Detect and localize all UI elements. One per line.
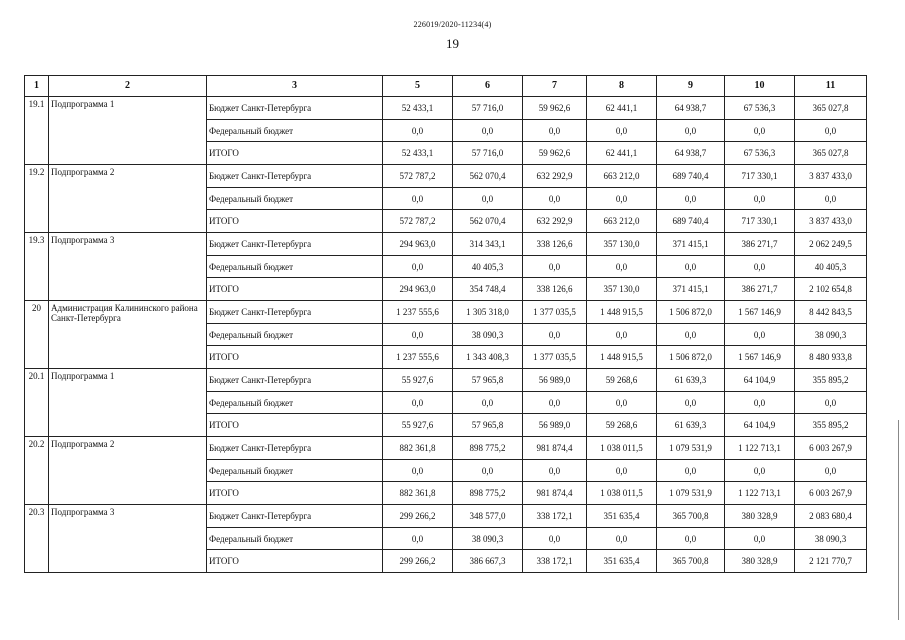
amount-cell: 386 667,3 [453,550,523,573]
amount-cell: 351 635,4 [587,550,657,573]
document-id: 226019/2020-11234(4) [413,20,492,29]
column-header: 1 [25,76,49,97]
amount-cell: 0,0 [725,460,795,482]
funding-source: Федеральный бюджет [207,256,383,278]
funding-source: ИТОГО [207,482,383,505]
funding-source: ИТОГО [207,278,383,301]
amount-cell: 0,0 [725,188,795,210]
amount-cell: 0,0 [523,460,587,482]
amount-cell: 0,0 [523,324,587,346]
amount-cell: 299 266,2 [383,505,453,528]
amount-cell: 0,0 [657,528,725,550]
row-code: 19.3 [25,233,49,301]
amount-cell: 0,0 [587,528,657,550]
funding-source: Бюджет Санкт-Петербурга [207,437,383,460]
amount-cell: 380 328,9 [725,505,795,528]
amount-cell: 2 062 249,5 [795,233,867,256]
amount-cell: 338 126,6 [523,278,587,301]
table-body [25,97,867,573]
funding-source: Бюджет Санкт-Петербурга [207,301,383,324]
amount-cell: 0,0 [795,460,867,482]
table-row [25,437,867,460]
amount-cell: 52 433,1 [383,142,453,165]
funding-source: Федеральный бюджет [207,120,383,142]
amount-cell: 0,0 [523,392,587,414]
funding-source: Федеральный бюджет [207,460,383,482]
table-row [25,301,867,324]
funding-source: Бюджет Санкт-Петербурга [207,97,383,120]
funding-source: Федеральный бюджет [207,324,383,346]
table-row [25,97,867,120]
row-program-name: Подпрограмма 1 [49,97,207,165]
amount-cell: 3 837 433,0 [795,210,867,233]
amount-cell: 64 938,7 [657,97,725,120]
amount-cell: 38 090,3 [795,324,867,346]
amount-cell: 572 787,2 [383,210,453,233]
amount-cell: 380 328,9 [725,550,795,573]
amount-cell: 59 268,6 [587,369,657,392]
amount-cell: 0,0 [587,188,657,210]
amount-cell: 64 104,9 [725,369,795,392]
funding-source: ИТОГО [207,414,383,437]
funding-source: Бюджет Санкт-Петербурга [207,165,383,188]
amount-cell: 882 361,8 [383,437,453,460]
amount-cell: 0,0 [795,120,867,142]
amount-cell: 38 090,3 [795,528,867,550]
amount-cell: 0,0 [657,392,725,414]
amount-cell: 898 775,2 [453,437,523,460]
amount-cell: 1 305 318,0 [453,301,523,324]
amount-cell: 1 079 531,9 [657,437,725,460]
amount-cell: 0,0 [657,188,725,210]
amount-cell: 40 405,3 [453,256,523,278]
amount-cell: 348 577,0 [453,505,523,528]
amount-cell: 59 962,6 [523,97,587,120]
amount-cell: 0,0 [725,324,795,346]
amount-cell: 38 090,3 [453,528,523,550]
amount-cell: 0,0 [453,392,523,414]
amount-cell: 882 361,8 [383,482,453,505]
column-header: 9 [657,76,725,97]
amount-cell: 55 927,6 [383,369,453,392]
amount-cell: 55 927,6 [383,414,453,437]
amount-cell: 1 237 555,6 [383,301,453,324]
row-program-name: Администрация Калининского района Санкт-Петербурга [49,301,207,369]
amount-cell: 0,0 [383,188,453,210]
amount-cell: 64 104,9 [725,414,795,437]
amount-cell: 8 480 933,8 [795,346,867,369]
amount-cell: 338 172,1 [523,505,587,528]
funding-source: Федеральный бюджет [207,392,383,414]
amount-cell: 62 441,1 [587,97,657,120]
column-header: 2 [49,76,207,97]
funding-source: ИТОГО [207,346,383,369]
amount-cell: 1 506 872,0 [657,346,725,369]
amount-cell: 57 716,0 [453,142,523,165]
amount-cell: 1 448 915,5 [587,346,657,369]
amount-cell: 365 027,8 [795,97,867,120]
amount-cell: 981 874,4 [523,482,587,505]
scan-edge-line [898,420,899,620]
amount-cell: 0,0 [453,188,523,210]
amount-cell: 0,0 [383,120,453,142]
row-program-name: Подпрограмма 3 [49,233,207,301]
amount-cell: 355 895,2 [795,369,867,392]
table-row [25,233,867,256]
column-header: 7 [523,76,587,97]
row-code: 20.1 [25,369,49,437]
amount-cell: 338 126,6 [523,233,587,256]
funding-source: ИТОГО [207,550,383,573]
amount-cell: 1 506 872,0 [657,301,725,324]
amount-cell: 572 787,2 [383,165,453,188]
column-header: 5 [383,76,453,97]
row-code: 20 [25,301,49,369]
amount-cell: 67 536,3 [725,97,795,120]
amount-cell: 1 122 713,1 [725,482,795,505]
amount-cell: 981 874,4 [523,437,587,460]
amount-cell: 67 536,3 [725,142,795,165]
funding-source: Бюджет Санкт-Петербурга [207,505,383,528]
amount-cell: 689 740,4 [657,165,725,188]
amount-cell: 57 716,0 [453,97,523,120]
amount-cell: 314 343,1 [453,233,523,256]
amount-cell: 1 237 555,6 [383,346,453,369]
amount-cell: 357 130,0 [587,233,657,256]
amount-cell: 40 405,3 [795,256,867,278]
funding-source: ИТОГО [207,142,383,165]
amount-cell: 1 377 035,5 [523,301,587,324]
amount-cell: 299 266,2 [383,550,453,573]
page-number: 19 [446,36,459,51]
funding-source: Федеральный бюджет [207,188,383,210]
column-header: 8 [587,76,657,97]
amount-cell: 0,0 [725,120,795,142]
amount-cell: 61 639,3 [657,369,725,392]
amount-cell: 0,0 [587,256,657,278]
amount-cell: 0,0 [657,460,725,482]
amount-cell: 371 415,1 [657,233,725,256]
amount-cell: 1 343 408,3 [453,346,523,369]
row-program-name: Подпрограмма 1 [49,369,207,437]
amount-cell: 294 963,0 [383,278,453,301]
amount-cell: 6 003 267,9 [795,437,867,460]
row-code: 19.1 [25,97,49,165]
amount-cell: 1 377 035,5 [523,346,587,369]
amount-cell: 357 130,0 [587,278,657,301]
amount-cell: 338 172,1 [523,550,587,573]
amount-cell: 0,0 [725,392,795,414]
amount-cell: 632 292,9 [523,165,587,188]
row-code: 19.2 [25,165,49,233]
amount-cell: 689 740,4 [657,210,725,233]
amount-cell: 562 070,4 [453,165,523,188]
amount-cell: 717 330,1 [725,210,795,233]
amount-cell: 1 448 915,5 [587,301,657,324]
amount-cell: 59 962,6 [523,142,587,165]
amount-cell: 2 121 770,7 [795,550,867,573]
amount-cell: 294 963,0 [383,233,453,256]
amount-cell: 632 292,9 [523,210,587,233]
row-program-name: Подпрограмма 2 [49,437,207,505]
amount-cell: 57 965,8 [453,414,523,437]
amount-cell: 0,0 [587,120,657,142]
amount-cell: 6 003 267,9 [795,482,867,505]
amount-cell: 8 442 843,5 [795,301,867,324]
amount-cell: 0,0 [587,324,657,346]
amount-cell: 0,0 [657,324,725,346]
funding-source: Бюджет Санкт-Петербурга [207,233,383,256]
amount-cell: 0,0 [657,120,725,142]
funding-source: ИТОГО [207,210,383,233]
row-code: 20.2 [25,437,49,505]
column-header: 6 [453,76,523,97]
funding-source: Бюджет Санкт-Петербурга [207,369,383,392]
funding-source: Федеральный бюджет [207,528,383,550]
row-program-name: Подпрограмма 2 [49,165,207,233]
amount-cell: 0,0 [795,392,867,414]
amount-cell: 351 635,4 [587,505,657,528]
table-row [25,165,867,188]
amount-cell: 386 271,7 [725,233,795,256]
amount-cell: 0,0 [523,528,587,550]
amount-cell: 0,0 [453,120,523,142]
table-header-row [25,76,867,97]
amount-cell: 0,0 [725,528,795,550]
amount-cell: 365 700,8 [657,550,725,573]
amount-cell: 64 938,7 [657,142,725,165]
amount-cell: 52 433,1 [383,97,453,120]
amount-cell: 1 079 531,9 [657,482,725,505]
table-row [25,505,867,528]
amount-cell: 2 102 654,8 [795,278,867,301]
amount-cell: 386 271,7 [725,278,795,301]
amount-cell: 0,0 [383,256,453,278]
amount-cell: 1 567 146,9 [725,301,795,324]
amount-cell: 898 775,2 [453,482,523,505]
amount-cell: 59 268,6 [587,414,657,437]
amount-cell: 0,0 [587,460,657,482]
amount-cell: 365 027,8 [795,142,867,165]
column-header: 11 [795,76,867,97]
row-program-name: Подпрограмма 3 [49,505,207,573]
row-code: 20.3 [25,505,49,573]
amount-cell: 0,0 [725,256,795,278]
amount-cell: 38 090,3 [453,324,523,346]
amount-cell: 61 639,3 [657,414,725,437]
amount-cell: 371 415,1 [657,278,725,301]
amount-cell: 0,0 [587,392,657,414]
amount-cell: 717 330,1 [725,165,795,188]
amount-cell: 1 122 713,1 [725,437,795,460]
budget-table [24,75,867,573]
amount-cell: 0,0 [523,188,587,210]
amount-cell: 663 212,0 [587,165,657,188]
amount-cell: 62 441,1 [587,142,657,165]
amount-cell: 0,0 [523,120,587,142]
column-header: 3 [207,76,383,97]
amount-cell: 0,0 [453,460,523,482]
amount-cell: 0,0 [523,256,587,278]
amount-cell: 355 895,2 [795,414,867,437]
amount-cell: 562 070,4 [453,210,523,233]
table-row [25,369,867,392]
amount-cell: 365 700,8 [657,505,725,528]
amount-cell: 57 965,8 [453,369,523,392]
amount-cell: 2 083 680,4 [795,505,867,528]
amount-cell: 0,0 [383,460,453,482]
amount-cell: 3 837 433,0 [795,165,867,188]
amount-cell: 0,0 [383,324,453,346]
amount-cell: 354 748,4 [453,278,523,301]
amount-cell: 0,0 [383,392,453,414]
column-header: 10 [725,76,795,97]
amount-cell: 1 567 146,9 [725,346,795,369]
amount-cell: 0,0 [657,256,725,278]
amount-cell: 0,0 [383,528,453,550]
amount-cell: 56 989,0 [523,414,587,437]
amount-cell: 663 212,0 [587,210,657,233]
amount-cell: 0,0 [795,188,867,210]
amount-cell: 56 989,0 [523,369,587,392]
amount-cell: 1 038 011,5 [587,437,657,460]
amount-cell: 1 038 011,5 [587,482,657,505]
